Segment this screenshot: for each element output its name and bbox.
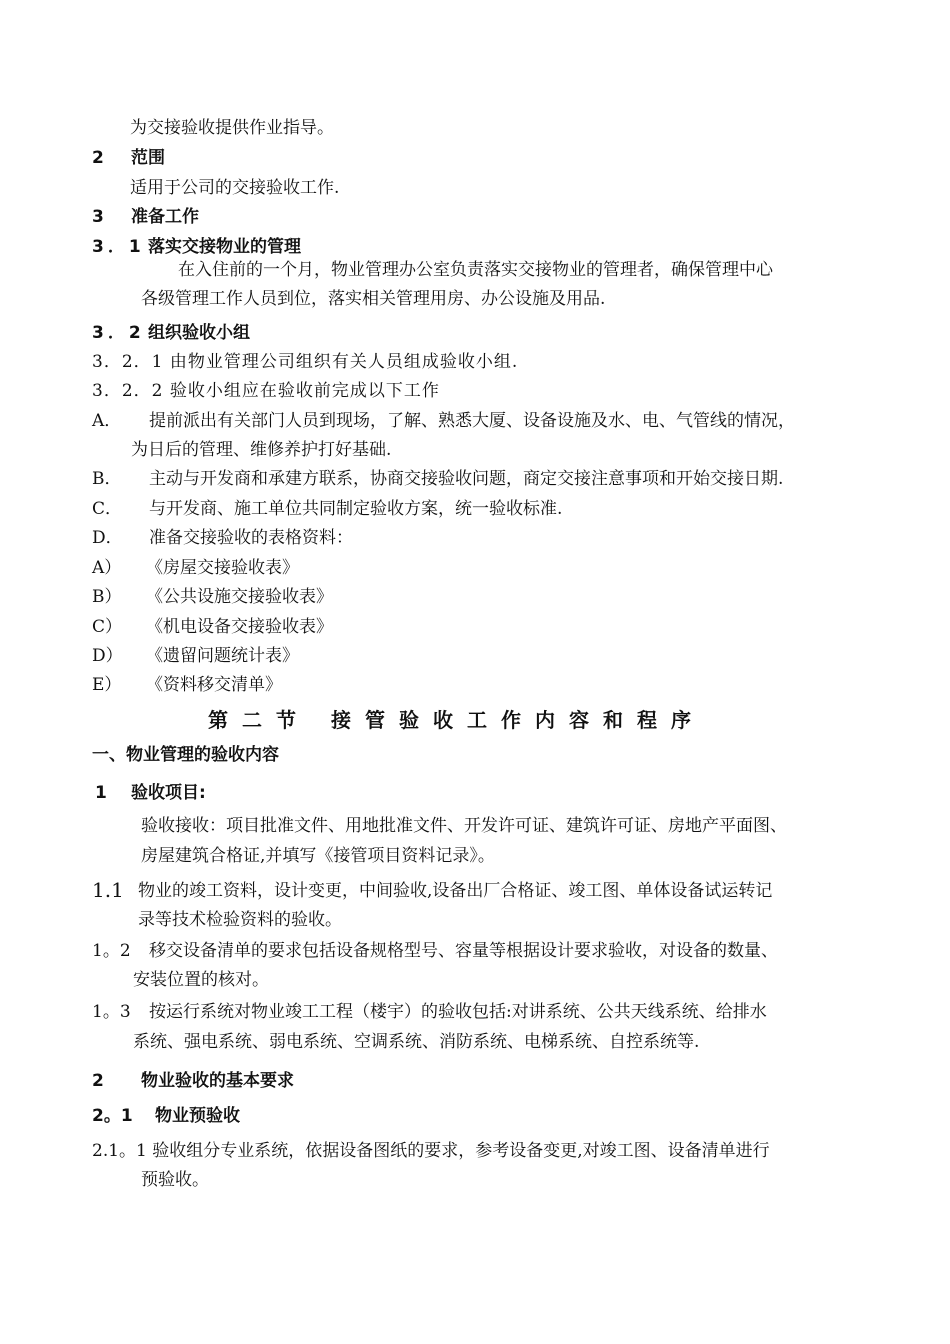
- text-line: 录等技术检验资料的验收。: [138, 910, 342, 930]
- text-line: 预验收。: [141, 1170, 209, 1190]
- section-heading: 验收项目:: [131, 783, 206, 803]
- text-line: 《遗留问题统计表》: [146, 646, 299, 666]
- text-line: 各级管理工作人员到位，落实相关管理用房、办公设施及用品.: [141, 289, 606, 309]
- text-line: 为日后的管理、维修养护打好基础.: [131, 440, 392, 460]
- list-marker: E）: [92, 675, 122, 695]
- text-line: 物业的竣工资料，设计变更，中间验收,设备出厂合格证、竣工图、单体设备试运转记: [138, 881, 773, 901]
- list-marker: D）: [92, 646, 123, 666]
- text-line: 适用于公司的交接验收工作.: [130, 178, 340, 198]
- section-number: 1: [95, 783, 107, 803]
- text-line: 在入住前的一个月，物业管理办公室负责落实交接物业的管理者，确保管理中心: [178, 260, 773, 280]
- section-heading: 准备工作: [131, 207, 199, 227]
- text-line: 主动与开发商和承建方联系，协商交接验收问题，商定交接注意事项和开始交接日期.: [149, 469, 784, 489]
- section-number: 1。2: [92, 941, 131, 961]
- text-line: 验收接收：项目批准文件、用地批准文件、开发许可证、建筑许可证、房地产平面图、: [141, 816, 787, 836]
- section-number: 3．2: [92, 323, 145, 343]
- text-line: 安装位置的核对。: [133, 970, 269, 990]
- section-number: 3．1: [92, 237, 145, 257]
- section-heading: 物业预验收: [155, 1106, 240, 1126]
- text-line: 《公共设施交接验收表》: [146, 587, 333, 607]
- section-number: 2。1: [92, 1106, 133, 1126]
- text-line: 《房屋交接验收表》: [146, 558, 299, 578]
- section-number: 1。3: [92, 1002, 131, 1022]
- text-line: 移交设备清单的要求包括设备规格型号、容量等根据设计要求验收，对设备的数量、: [149, 941, 778, 961]
- section-heading: 范围: [131, 148, 165, 168]
- text-line: 房屋建筑合格证,并填写《接管项目资料记录》。: [141, 846, 495, 866]
- text-line: 《资料移交清单》: [146, 675, 282, 695]
- section-number: 3: [92, 207, 104, 227]
- list-marker: B．: [92, 469, 122, 489]
- list-marker: A．: [92, 411, 122, 431]
- text-line: 《机电设备交接验收表》: [146, 617, 333, 637]
- list-marker: A）: [92, 558, 122, 578]
- text-line: 提前派出有关部门人员到现场，了解、熟悉大厦、设备设施及水、电、气管线的情况，: [149, 411, 795, 431]
- section-heading: 一、物业管理的验收内容: [92, 745, 279, 765]
- text-line: 为交接验收提供作业指导。: [130, 118, 334, 138]
- list-marker: C）: [92, 617, 123, 637]
- text-line: 3．2．2 验收小组应在验收前完成以下工作: [92, 381, 440, 401]
- section-heading: 组织验收小组: [148, 323, 250, 343]
- section-number: 2: [92, 1071, 104, 1091]
- section-heading: 物业验收的基本要求: [141, 1071, 294, 1091]
- text-line: 准备交接验收的表格资料：: [149, 528, 353, 548]
- text-line: 2.1。1 验收组分专业系统，依据设备图纸的要求，参考设备变更,对竣工图、设备清单进行: [92, 1141, 770, 1161]
- text-line: 按运行系统对物业竣工工程（楼宇）的验收包括:对讲系统、公共天线系统、给排水: [149, 1002, 767, 1022]
- section-number: 1.1: [92, 878, 124, 902]
- list-marker: B）: [92, 587, 122, 607]
- text-line: 系统、强电系统、弱电系统、空调系统、消防系统、电梯系统、自控系统等.: [133, 1032, 700, 1052]
- section-heading: 落实交接物业的管理: [148, 237, 301, 257]
- section-number: 2: [92, 148, 104, 168]
- list-marker: D．: [92, 528, 123, 548]
- text-line: 与开发商、施工单位共同制定验收方案，统一验收标准.: [149, 499, 563, 519]
- list-marker: C．: [92, 499, 123, 519]
- chapter-title: 第二节 接管验收工作内容和程序: [208, 708, 705, 732]
- text-line: 3．2．1 由物业管理公司组织有关人员组成验收小组.: [92, 352, 519, 372]
